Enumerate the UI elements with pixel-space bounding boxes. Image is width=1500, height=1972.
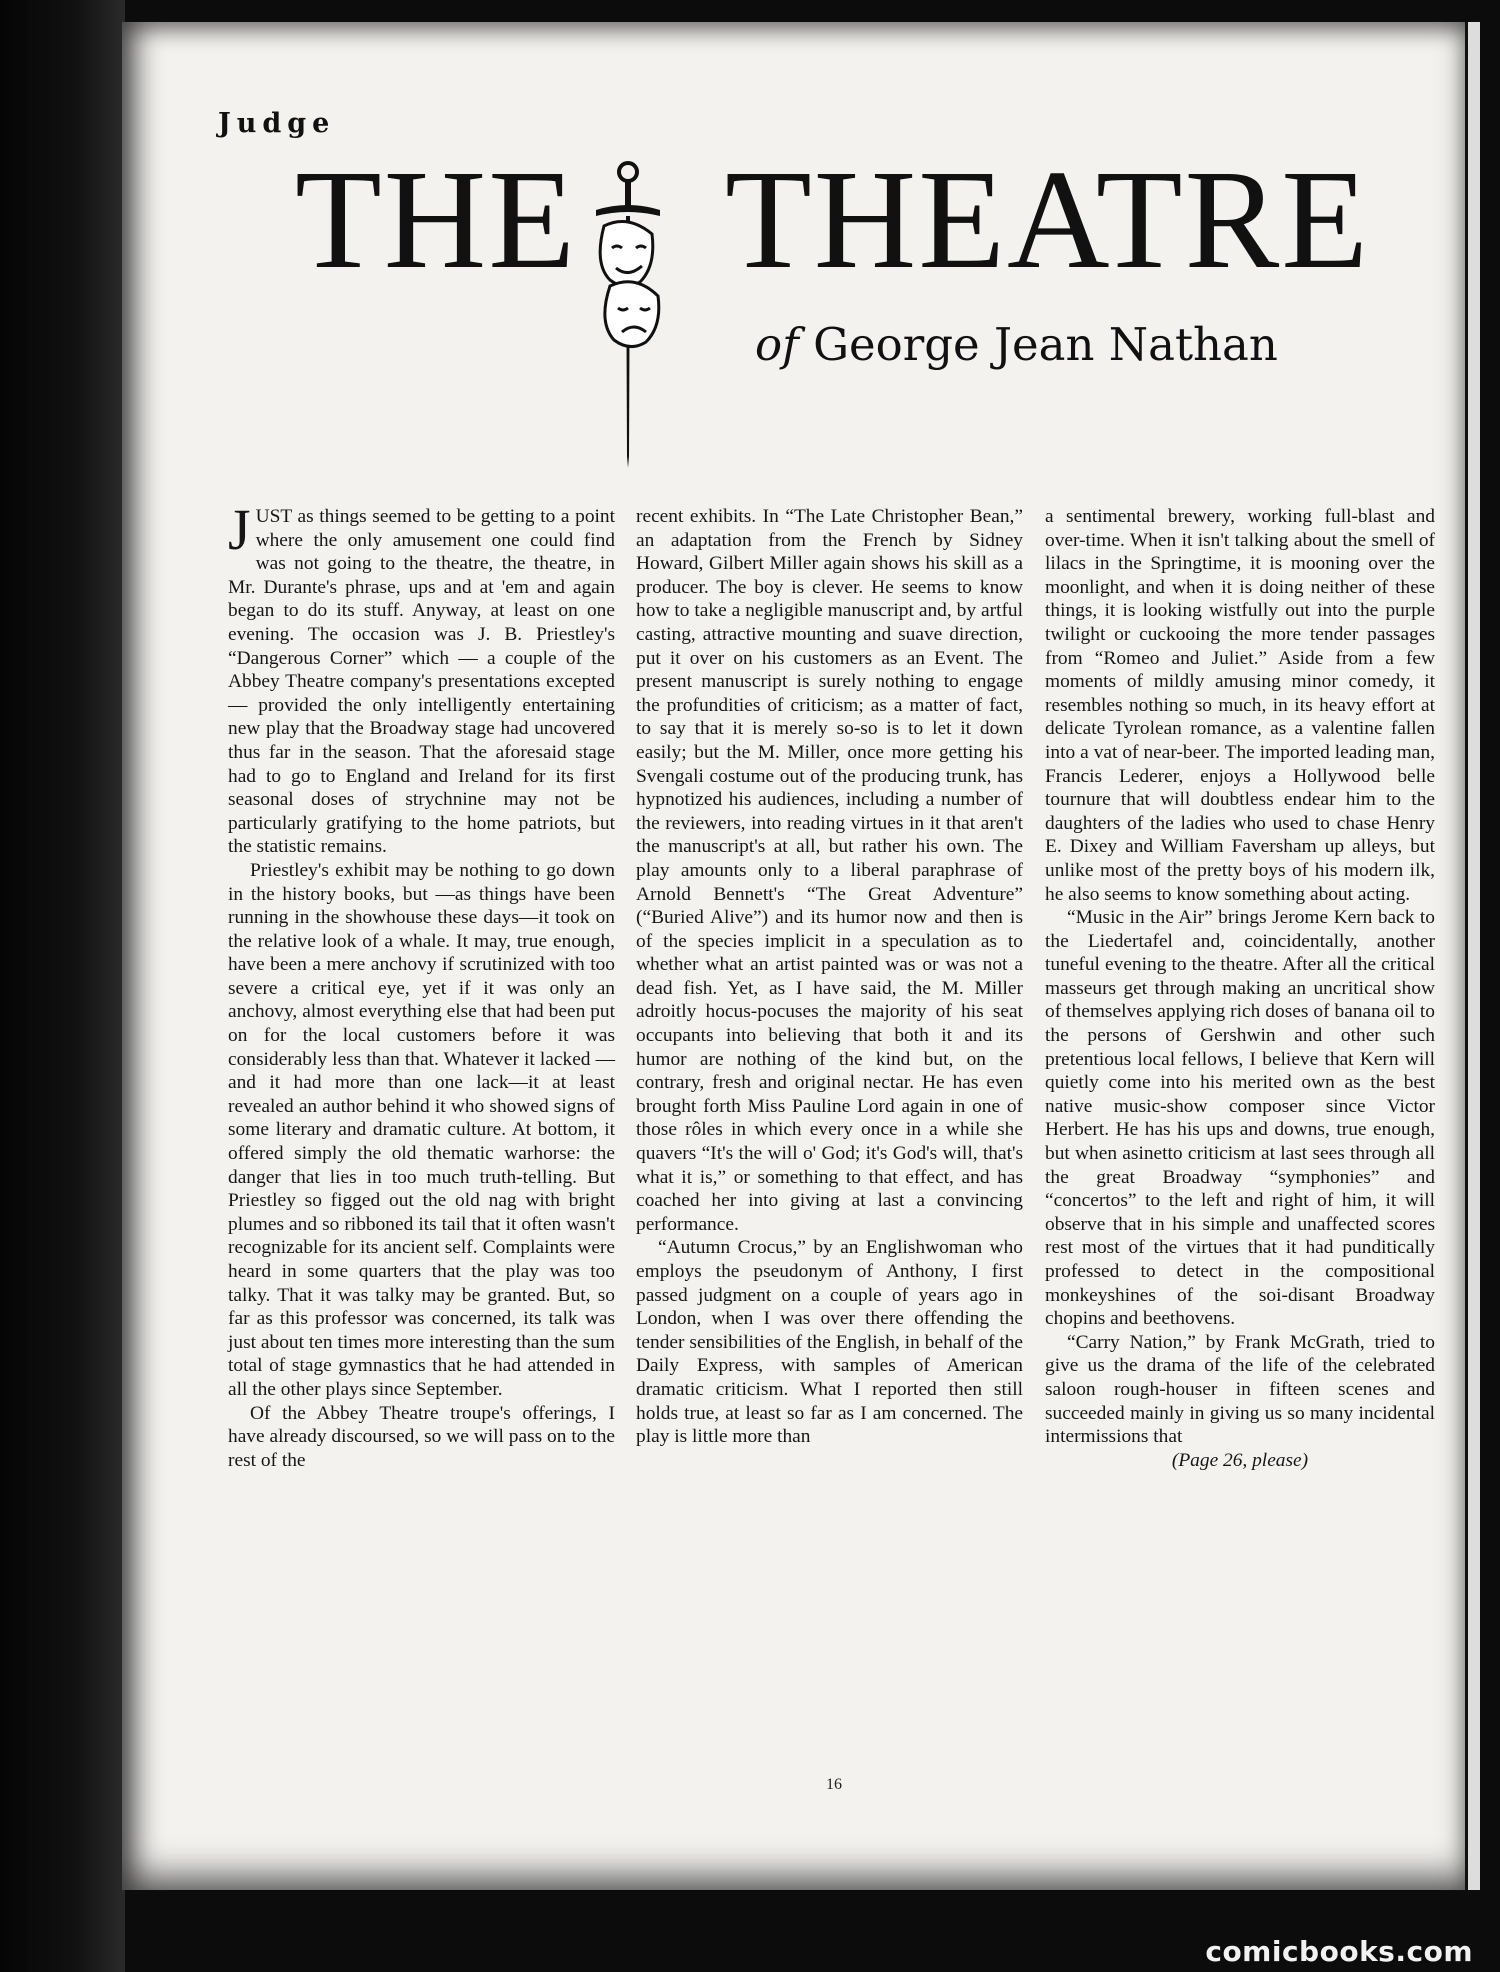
sword-masks-emblem (582, 156, 672, 468)
paragraph: a sentimental brewery, working full-blast and over-time. When it isn't talking about the smell of lilacs in the Springtime, it is mooning over the moonlight, and when it is doing neither of these things, it is looking wistfully out into the purple twilight or cuckooing the more tender passages from “Romeo and Juliet.” Aside from a few moments of mildly amusing minor comedy, it resembles nothing so much, in its heavy effort at delicate Tyrolean romance, as a valentine fallen into a vat of near-beer. The imported leading man, Francis Lederer, enjoys a Hollywood belle tournure that will doubtless endear him to the daughters of the ladies who used to chase Henry E. Dixey and William Faversham up alleys, but unlike most of the pretty boys of his modern ilk, he also seems to know something about acting. (1045, 506, 1435, 905)
continuation-note: (Page 26, please) (1171, 1449, 1309, 1471)
paragraph-text: UST as things seemed to be getting to a point where the only amusement one could find was not going to the theatre, the theatre, in Mr. Durante's phrase, ups and at 'em and again began to do its stuff. Anyway, at least on one evening. The occasion was J. B. Priestley's “Dangerous Corner” which — a couple of the Abbey Theatre company's presentations excepted — provided the only intelligently entertaining new play that the Broadway stage had uncovered thus far in the season. That the aforesaid stage had to go to England and Ireland for its first seasonal doses of strychnine may not be particularly gratifying to the home patriots, but the statistic remains. (228, 506, 615, 858)
paragraph: “Autumn Crocus,” by an Englishwoman who employs the pseudonym of Anthony, I first passed judgment on a couple of years ago in London, when I was over there offending the tender sensibilities of the English, in behalf of the Daily Express, with samples of American dramatic criticism. What I reported then still holds true, at least so far as I am concerned. The play is little more than (636, 1237, 1023, 1448)
paragraph (228, 497, 615, 859)
watermark: comicbooks.com (1205, 1935, 1473, 1968)
byline (755, 318, 1278, 371)
paragraph: “Music in the Air” brings Jerome Kern back to the Liedertafel and, coincidentally, another tuneful evening to the theatre. After all the critical masseurs get through making an uncritical show of themselves applying rich doses of banana oil to the persons of Gershwin and other such pretentious local fellows, I believe that Kern will quietly come into his merited own as the best native music-show composer since Victor Herbert. He has his ups and downs, true enough, but when asinetto criticism at last sees through all the great Broadway “symphonies” and “concertos” to the left and right of him, it will observe that in his simple and unaffected scores rest most of the virtues that it had punditically professed to detect in the compositional monkeyshines of the soi-disant Broadway chopins and beethovens. (1045, 907, 1435, 1330)
title-theatre: THEATRE (725, 140, 1371, 298)
byline-of: of (755, 318, 799, 371)
page-number: 16 (826, 1776, 842, 1793)
drop-cap: J (228, 497, 251, 562)
title-the: THE (295, 140, 578, 298)
scan-border (0, 0, 125, 1972)
article-column-3 (1045, 505, 1435, 1472)
article-column-1 (228, 497, 615, 1472)
paragraph: “Carry Nation,” by Frank McGrath, tried to give us the drama of the life of the celebrated saloon rough-houser in fifteen scenes and succeeded mainly in giving us so many incidental intermissions that (1045, 1331, 1435, 1448)
page-edge (1465, 22, 1480, 1890)
paragraph: recent exhibits. In “The Late Christopher Bean,” an adaptation from the French by Sidney Howard, Gilbert Miller again shows his skill as a producer. The boy is clever. He seems to know how to take a negligible manuscript and, by artful casting, attractive mounting and suave direction, put it over on his customers as an Event. The present manuscript is surely nothing to engage the profundities of criticism; as a matter of fact, to say that it is merely so-so is to let it down easily; but the M. Miller, once more getting his Svengali costume out of the producing trunk, has hypnotized his audiences, including a number of the reviewers, into reading virtues in it that aren't the manuscript's at all, but rather his own. The play amounts only to a liberal paraphrase of Arnold Bennett's “The Great Adventure” (“Buried Alive”) and its humor now and then is of the species implicit in a speculation as to whether what an artist painted was or was not a dead fish. Yet, as I have said, the M. Miller adroitly hocus-pocuses the majority of his seat occupants into believing that both it and its humor are nothing of the kind but, on the contrary, fresh and original nectar. He has even brought forth Miss Pauline Lord again in one of those rôles in which every once in a while she quavers “It's the will o' God; it's God's will, that's what it is,” or something to that effect, and has coached her into giving at last a convincing performance. (636, 506, 1023, 1235)
paragraph: Of the Abbey Theatre troupe's offerings, I have already discoursed, so we will pass on to the rest of the (228, 1402, 615, 1471)
byline-author: George Jean Nathan (813, 318, 1278, 371)
paragraph: Priestley's exhibit may be nothing to go down in the history books, but —as things have been running in the showhouse these days—it took on the relative look of a whale. It may, true enough, have been a mere anchovy if scrutinized with too severe a critical eye, yet if it was only an anchovy, almost everything else that had been put on for the local customers before it was considerably less than that. Whatever it lacked —and it had more than one lack—it at least revealed an author behind it who showed signs of some literary and dramatic culture. At bottom, it offered simply the old thematic warhorse: the danger that lies in too much truth-telling. But Priestley so figged out the old nag with bright plumes and so ribboned its tail that it often wasn't recognizable for its ancient self. Complaints were heard in some quarters that the play was too talky. That it was talky may be granted. But, so far as this professor was concerned, its talk was just about ten times more interesting than the sum total of stage gymnastics that he had attended in all the other plays since September. (228, 859, 615, 1400)
article-column-2 (636, 505, 1023, 1449)
magazine-label: Judge (218, 108, 336, 139)
